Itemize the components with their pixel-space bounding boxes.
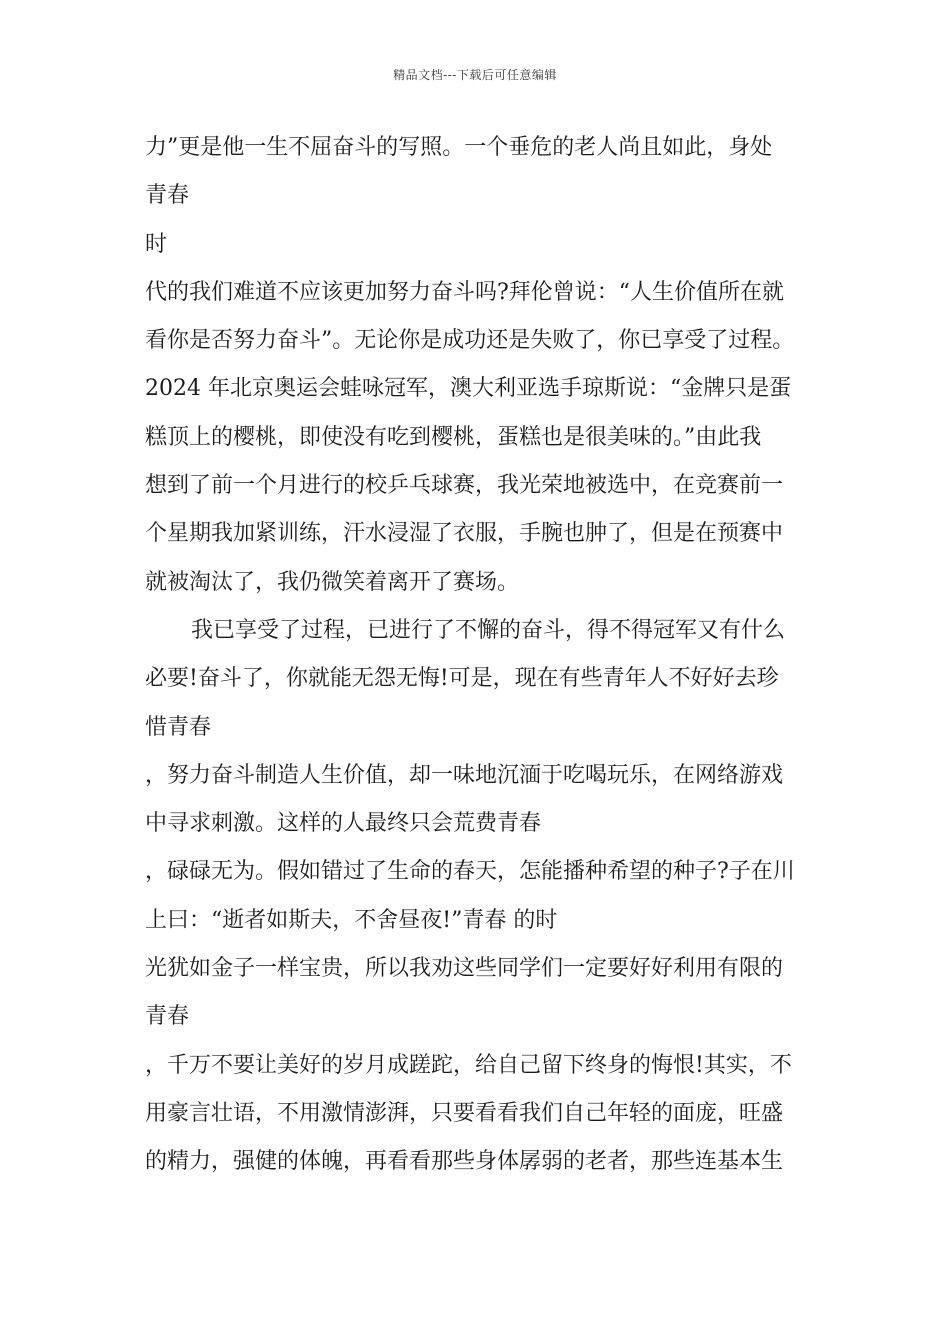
text-line: 光犹如金子一样宝贵，所以我劝这些同学们一定要好好利用有限的 [145,956,784,982]
document-body [145,124,810,1187]
text-line: 时 [145,231,168,257]
text-line: 青春 [145,1004,190,1030]
text-line: 糕顶上的樱桃，即使没有吃到樱桃，蛋糕也是很美味的。”由此我 [145,424,762,450]
page-header: 精品文档---下载后可任意编辑 [393,68,557,82]
text-line: 想到了前一个月进行的校乒乓球赛，我光荣地被选中，在竞赛前一 [145,473,784,499]
text-line: 上曰：“逝者如斯夫，不舍昼夜!”青春 的时 [145,907,558,933]
text-line: ，努力奋斗制造人生价值，却一味地沉湎于吃喝玩乐，在网络游戏 [145,762,784,788]
text-line: 就被淘汰了，我仍微笑着离开了赛场。 [145,569,520,595]
text-line: 看你是否努力奋斗”。无论你是成功还是失败了，你已享受了过程。 [145,328,795,354]
text-line: 的精力，强健的体魄，再看看那些身体孱弱的老者，那些连基本生 [145,1149,784,1175]
text-line: 力”更是他一生不屈奋斗的写照。一个垂危的老人尚且如此，身处 [145,135,773,160]
text-line: ，碌碌无为。假如错过了生命的春天，怎能播种希望的种子?子在川 [145,859,795,885]
text-line: 个星期我加紧训练，汗水浸湿了衣服，手腕也肿了，但是在预赛中 [145,521,784,547]
text-line: 必要!奋斗了，你就能无怨无悔!可是，现在有些青年人不好好去珍 [145,666,779,692]
text-line: 代的我们难道不应该更加努力奋斗吗?拜伦曾说：“人生价值所在就 [145,279,785,305]
text-line: 青春 [145,183,190,209]
text-line: 用豪言壮语，不用激情澎湃，只要看看我们自己年轻的面庞，旺盛 [145,1100,784,1126]
text-line: 惜青春 [145,714,212,740]
text-line: 中寻求刺激。这样的人最终只会荒费青春 [145,811,542,837]
text-line: ，千万不要让美好的岁月成蹉跎，给自己留下终身的悔恨!其实，不 [145,1052,792,1078]
text-line-paragraph-start: 我已享受了过程，已进行了不懈的奋斗，得不得冠军又有什么 [191,617,786,643]
text-line: 2024 年北京奥运会蛙咏冠军，澳大利亚选手琼斯说：“金牌只是蛋 [145,376,792,402]
